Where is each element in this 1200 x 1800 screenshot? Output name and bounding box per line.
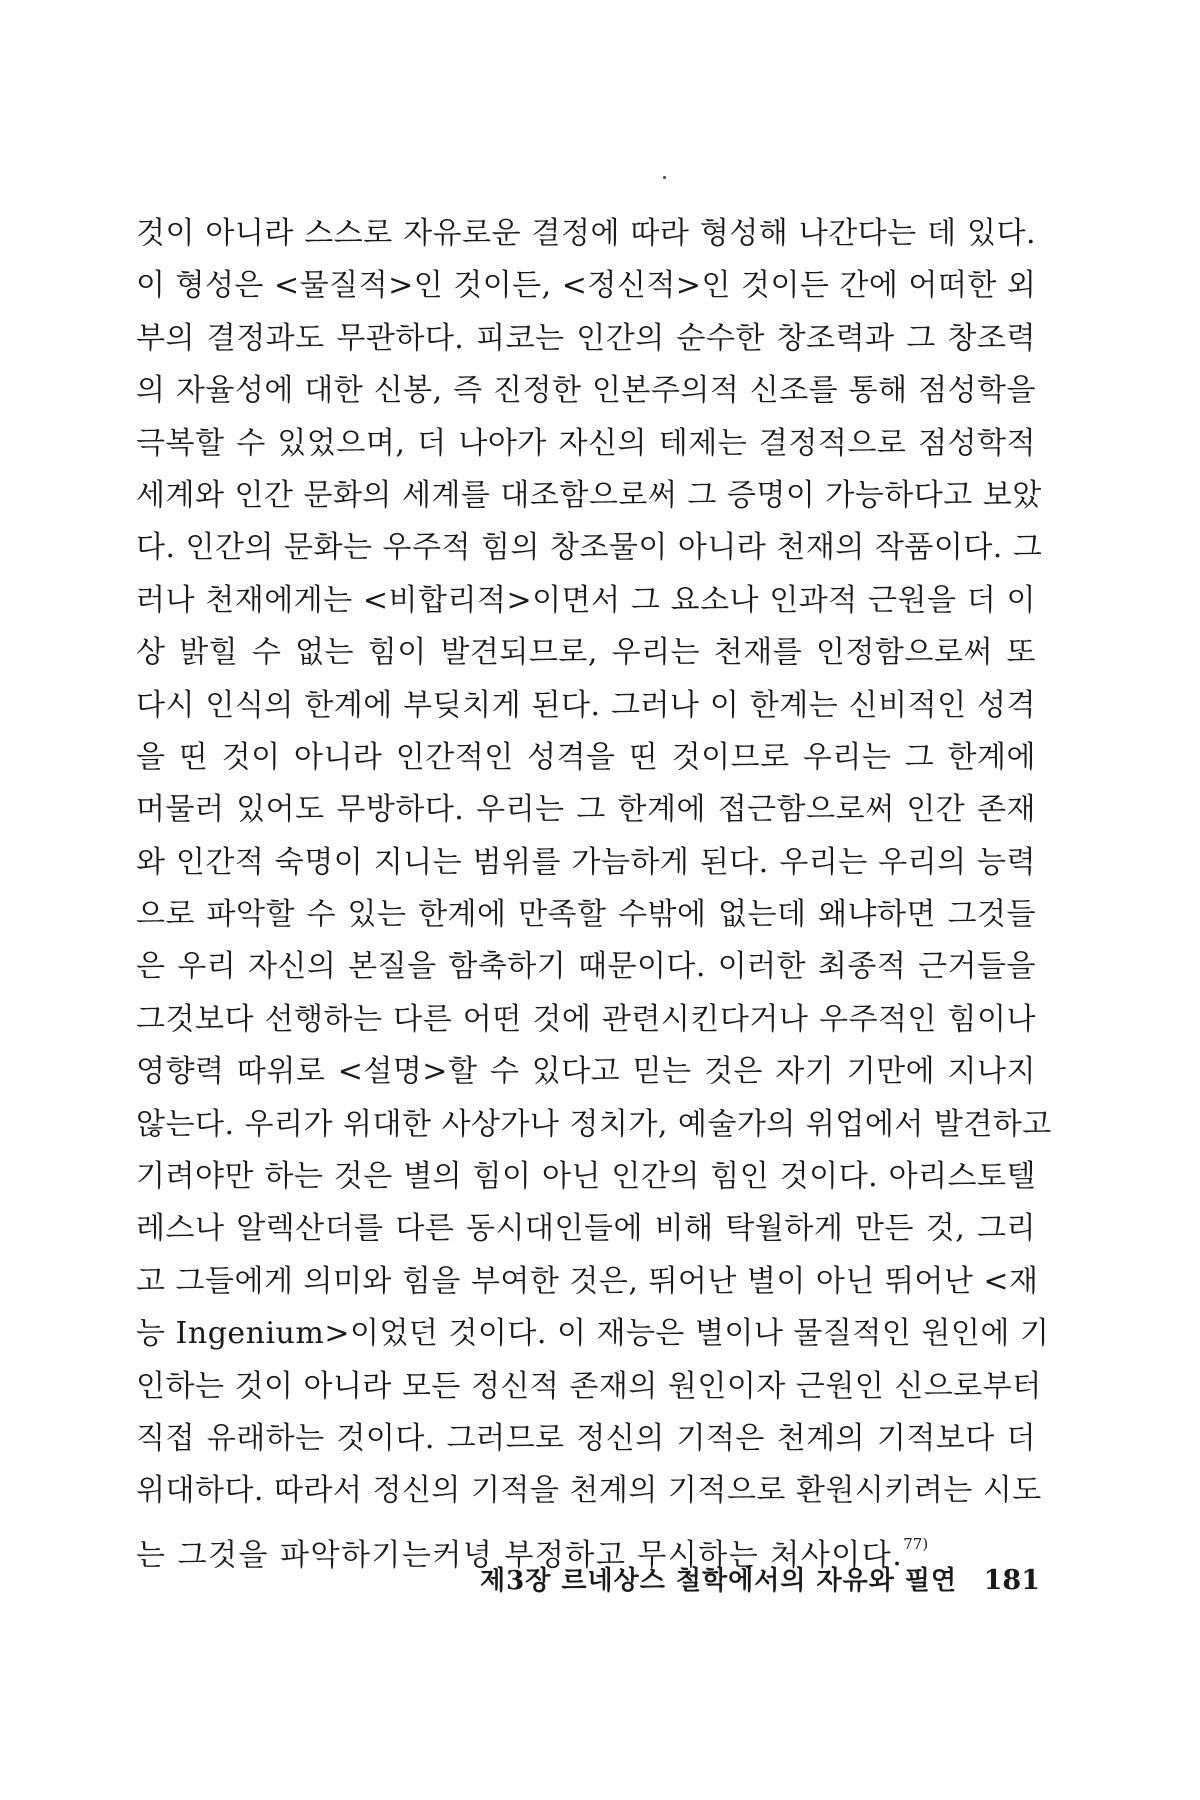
last-line-text: 는 그것을 파악하기는커녕 부정하고 무시하는 처사이다. bbox=[136, 1537, 904, 1573]
page-number: 181 bbox=[983, 1565, 1040, 1596]
text-line: 극복할 수 있었으며, 더 나아가 자신의 테제는 결정적으로 점성학적 bbox=[136, 425, 1036, 461]
text-line: 을 띤 것이 아니라 인간적인 성격을 띤 것이므로 우리는 그 한계에 bbox=[136, 739, 1036, 775]
text-line: 레스나 알렉산더를 다른 동시대인들에 비해 탁월하게 만든 것, 그리 bbox=[136, 1211, 1036, 1247]
text-line: 다시 인식의 한계에 부딪치게 된다. 그러나 이 한계는 신비적인 성격 bbox=[136, 687, 1036, 723]
running-footer bbox=[480, 1560, 1040, 1597]
text-line: 세계와 인간 문화의 세계를 대조함으로써 그 증명이 가능하다고 보았 bbox=[136, 477, 1042, 513]
text-line: 상 밝힐 수 없는 힘이 발견되므로, 우리는 천재를 인정함으로써 또 bbox=[136, 635, 1036, 671]
text-line: 능 Ingenium>이었던 것이다. 이 재능은 별이나 물질적인 원인에 기 bbox=[136, 1316, 1050, 1352]
text-line: 기려야만 하는 것은 별의 힘이 아닌 인간의 힘인 것이다. 아리스토텔 bbox=[136, 1159, 1036, 1195]
text-line: 위대하다. 따라서 정신의 기적을 천계의 기적으로 환원시키려는 시도 bbox=[136, 1473, 1042, 1509]
text-line: 않는다. 우리가 위대한 사상가나 정치가, 예술가의 위업에서 발견하고 bbox=[136, 1106, 1052, 1142]
text-line: 머물러 있어도 무방하다. 우리는 그 한계에 접근함으로써 인간 존재 bbox=[136, 792, 1036, 828]
stray-dot bbox=[663, 176, 666, 179]
text-line: 은 우리 자신의 본질을 함축하기 때문이다. 이러한 최종적 근거들을 bbox=[136, 949, 1036, 985]
chapter-title: 제3장 르네상스 철학에서의 자유와 필연 bbox=[480, 1566, 958, 1596]
footnote-marker[interactable]: 77) bbox=[903, 1534, 929, 1553]
text-line: 와 인간적 숙명이 지니는 범위를 가늠하게 된다. 우리는 우리의 능력 bbox=[136, 844, 1036, 880]
text-line: 고 그들에게 의미와 힘을 부여한 것은, 뛰어난 별이 아닌 뛰어난 <재 bbox=[136, 1263, 1039, 1299]
text-line: 러나 천재에게는 <비합리적>이면서 그 요소나 인과적 근원을 더 이 bbox=[136, 582, 1036, 618]
text-line: 인하는 것이 아니라 모든 정신적 존재의 원인이자 근원인 신으로부터 bbox=[136, 1368, 1042, 1404]
text-line: 것이 아니라 스스로 자유로운 결정에 따라 형성해 나간다는 데 있다. bbox=[136, 216, 1036, 251]
text-line: 부의 결정과도 무관하다. 피코는 인간의 순수한 창조력과 그 창조력 bbox=[136, 320, 1036, 356]
text-line: 의 자율성에 대한 신봉, 즉 진정한 인본주의적 신조를 통해 점성학을 bbox=[136, 373, 1036, 409]
text-line: 으로 파악할 수 있는 한계에 만족할 수밖에 없는데 왜냐하면 그것들 bbox=[136, 897, 1036, 933]
text-line: 다. 인간의 문화는 우주적 힘의 창조물이 아니라 천재의 작품이다. 그 bbox=[136, 530, 1043, 566]
text-line: 그것보다 선행하는 다른 어떤 것에 관련시킨다거나 우주적인 힘이나 bbox=[136, 1001, 1036, 1037]
text-line: 영향력 따위로 <설명>할 수 있다고 믿는 것은 자기 기만에 지나지 bbox=[136, 1054, 1036, 1090]
text-line: 이 형성은 <물질적>인 것이든, <정신적>인 것이든 간에 어떠한 외 bbox=[136, 268, 1037, 304]
body-text bbox=[136, 214, 1052, 1576]
text-line: 직접 유래하는 것이다. 그러므로 정신의 기적은 천계의 기적보다 더 bbox=[136, 1420, 1036, 1456]
